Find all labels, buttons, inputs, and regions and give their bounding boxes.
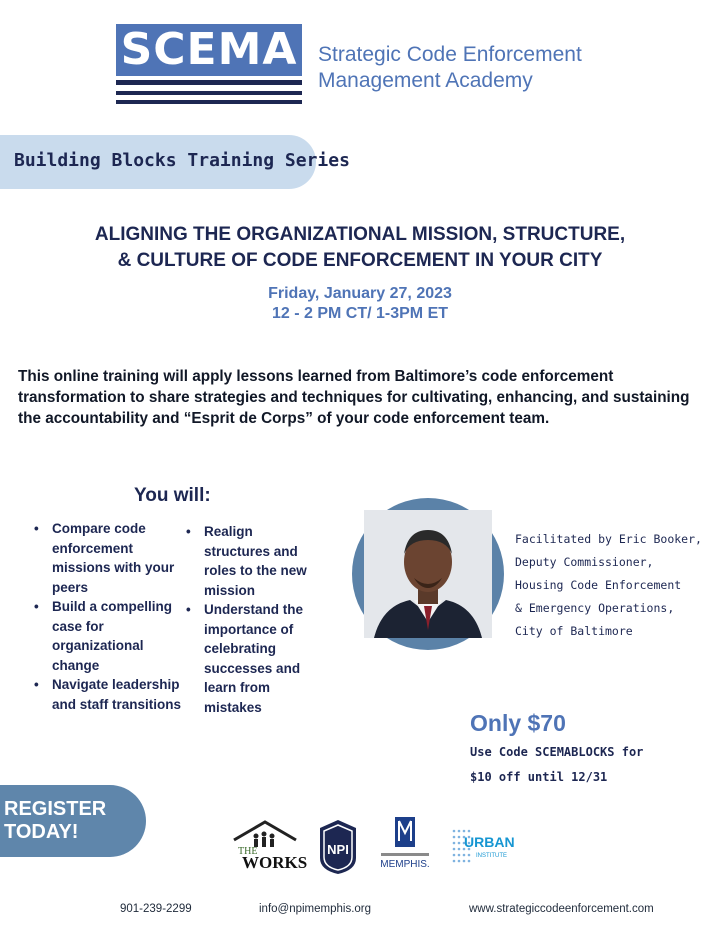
list-item: • Realign structures and roles to the new mission [186, 522, 322, 600]
register-line1: REGISTER [4, 798, 107, 820]
outcomes-list-right [186, 522, 322, 717]
logo-rule [116, 91, 302, 95]
price-headline: Only $70 [470, 710, 566, 736]
facilitator-line: & Emergency Operations, [515, 601, 675, 615]
facilitator-line: Housing Code Enforcement [515, 578, 682, 592]
works-name: WORKS [242, 853, 308, 872]
urban-line1: URBAN [464, 834, 515, 850]
logo-text: SCEMA [120, 24, 298, 75]
footer-email[interactable]: info@npimemphis.org [259, 903, 372, 915]
org-name-line1: Strategic Code Enforcement [318, 43, 582, 66]
org-name [318, 42, 582, 94]
series-title: Building Blocks Training Series [14, 150, 350, 171]
facilitator-info [515, 528, 715, 643]
promo-line2: $10 off until 12/31 [470, 770, 608, 784]
facilitator-line: Deputy Commissioner, [515, 555, 654, 569]
scema-logo [116, 24, 302, 76]
list-item: • Navigate leadership and staff transitions [34, 675, 182, 714]
the-works-logo [230, 818, 308, 874]
facilitator-line: City of Baltimore [515, 624, 633, 638]
npi-name: NPI [327, 842, 349, 857]
org-name-line2: Management Academy [318, 69, 533, 92]
works-the: THE [238, 846, 258, 857]
event-time: 12 - 2 PM CT/ 1-3PM ET [271, 305, 449, 322]
list-item: • Build a compelling case for organizational change [34, 597, 182, 675]
register-line2: TODAY! [4, 821, 79, 843]
memphis-name: MEMPHIS. [380, 859, 430, 870]
promo-line1: Use Code SCEMABLOCKS for [470, 745, 644, 759]
event-date [0, 284, 720, 324]
register-label[interactable] [4, 798, 144, 844]
promo-code [470, 740, 710, 790]
outcomes-list-left [34, 519, 182, 714]
footer-phone[interactable]: 901-239-2299 [120, 903, 192, 915]
logo-rule [116, 80, 302, 85]
footer-website[interactable]: www.strategiccodeenforcement.com [469, 903, 654, 915]
event-day: Friday, January 27, 2023 [268, 285, 452, 302]
headline-line2: & CULTURE OF CODE ENFORCEMENT IN YOUR CITY [117, 250, 603, 271]
headline-line1: ALIGNING THE ORGANIZATIONAL MISSION, STRUCTURE, [94, 224, 626, 245]
urban-line2: INSTITUTE [476, 853, 507, 859]
intro-paragraph: This online training will apply lessons learned from Baltimore’s code enforcement transformation to share strategies and techniques for cultivating, enhancing, and sustaining the accountability and “Esprit de Corps” of your code enforcement team. [18, 368, 690, 427]
urban-institute-logo [450, 823, 530, 871]
logo-rule [116, 100, 302, 104]
facilitator-line: Facilitated by Eric Booker, [515, 532, 702, 546]
university-of-memphis-logo [375, 815, 435, 877]
list-item: • Understand the importance of celebrating successes and learn from mistakes [186, 600, 322, 717]
list-item: • Compare code enforcement missions with your peers [34, 519, 182, 597]
event-headline [0, 222, 720, 274]
npi-logo [318, 818, 358, 876]
you-will-heading: You will: [134, 485, 211, 506]
facilitator-photo [364, 510, 492, 638]
